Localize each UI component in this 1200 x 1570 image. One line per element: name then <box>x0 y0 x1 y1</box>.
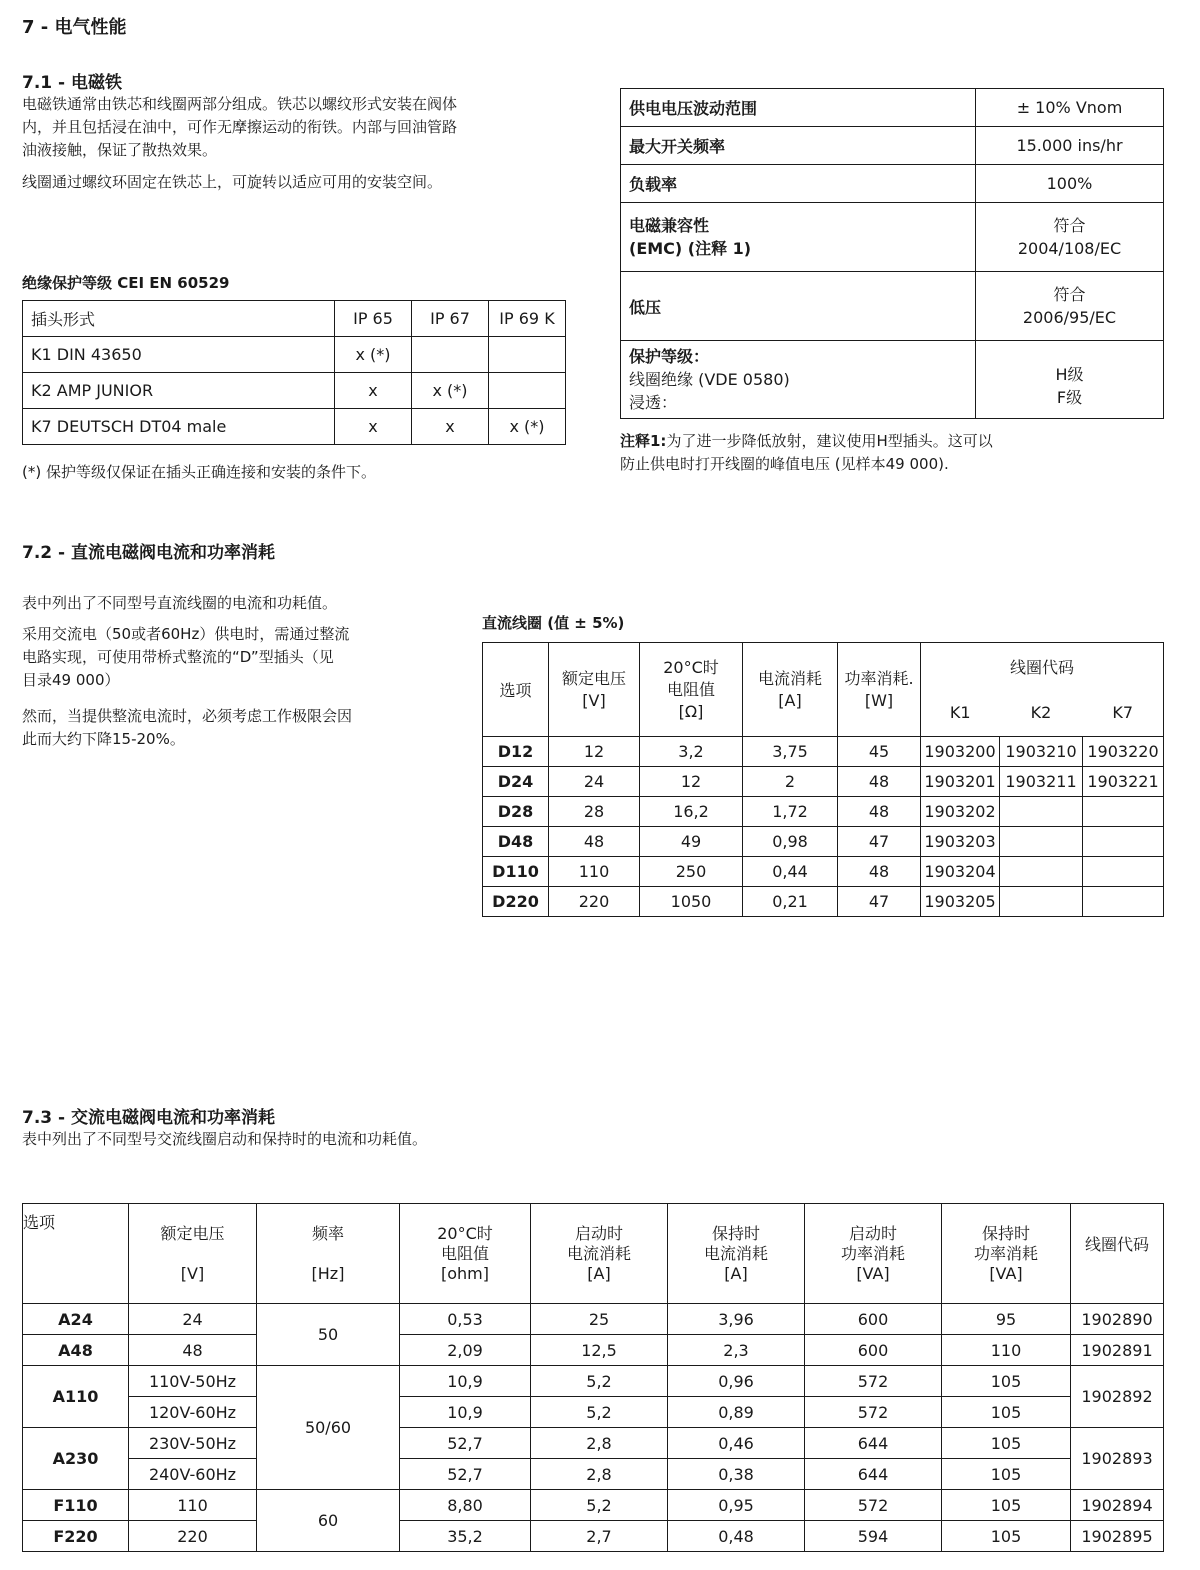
header-line: 频率 <box>311 1223 344 1243</box>
section-7-2-paragraph-3 <box>22 705 442 751</box>
dc-cell: 1,72 <box>743 797 838 827</box>
dc-cell: 24 <box>549 767 640 797</box>
dc-cell: 1903202 <box>921 797 1000 827</box>
ac-cell-start-power: 600 <box>805 1335 942 1366</box>
dc-cell <box>1083 857 1164 887</box>
table-row <box>23 1428 1164 1459</box>
spec-value-line: H级 <box>1055 364 1084 384</box>
dc-cell: 16,2 <box>640 797 743 827</box>
text-line: 电磁铁通常由铁芯和线圈两部分组成。铁芯以螺纹形式安装在阀体 <box>22 95 458 113</box>
header-line: [Hz] <box>311 1263 345 1283</box>
ac-header-voltage <box>129 1204 257 1304</box>
header-line: [A] <box>724 1263 748 1283</box>
header-line: [VA] <box>989 1263 1023 1283</box>
spec-value-line: 符合 <box>1053 216 1086 235</box>
section-7-1-heading: 7.1 - 电磁铁 <box>22 73 123 93</box>
dc-header-option: 选项 <box>483 643 549 737</box>
header-line: 保持时 <box>711 1223 760 1243</box>
dc-cell: 0,44 <box>743 857 838 887</box>
header-line: [W] <box>864 690 894 710</box>
dc-cell: D48 <box>483 827 549 857</box>
table-row <box>483 827 1164 857</box>
spec-value-line: 2004/108/EC <box>1017 239 1122 258</box>
dc-cell: 1903211 <box>1000 767 1083 797</box>
ac-cell-hold-current: 3,96 <box>668 1304 805 1335</box>
dc-cell: 0,98 <box>743 827 838 857</box>
header-line: 电流消耗 <box>566 1243 631 1263</box>
text-line: 内，并且包括浸在油中，可作无摩擦运动的衔铁。内部与回油管路 <box>22 118 458 136</box>
ac-cell-hold-current: 0,96 <box>668 1366 805 1397</box>
dc-header-code: 线圈代码 <box>921 643 1164 690</box>
table-row <box>23 1490 1164 1521</box>
prot-cell: x (*) <box>489 409 566 445</box>
note-label: 注释1: <box>620 432 667 450</box>
ac-header-code: 线圈代码 <box>1071 1204 1164 1304</box>
dc-coil-table <box>482 642 1164 917</box>
header-line: [A] <box>587 1263 611 1283</box>
ac-cell-hold-power: 105 <box>942 1428 1071 1459</box>
ac-cell-resistance: 10,9 <box>400 1366 531 1397</box>
page-title: 7 - 电气性能 <box>22 17 127 38</box>
ac-header-freq <box>257 1204 400 1304</box>
dc-table-body <box>483 737 1164 917</box>
dc-header-k2: K2 <box>1000 690 1083 737</box>
ac-cell-voltage: 48 <box>129 1335 257 1366</box>
table-row <box>621 272 1164 341</box>
dc-cell: D28 <box>483 797 549 827</box>
ac-cell-hold-power: 105 <box>942 1490 1071 1521</box>
table-row <box>23 337 566 373</box>
dc-cell <box>1000 827 1083 857</box>
ac-cell-resistance: 8,80 <box>400 1490 531 1521</box>
ac-cell-hold-power: 105 <box>942 1521 1071 1552</box>
table-row <box>23 1459 1164 1490</box>
section-7-1-paragraph-1 <box>22 93 582 162</box>
dc-cell <box>1083 887 1164 917</box>
ac-header-resistance <box>400 1204 531 1304</box>
ac-cell-hold-current: 0,38 <box>668 1459 805 1490</box>
table-row <box>23 1366 1164 1397</box>
ac-header-hold-current <box>668 1204 805 1304</box>
ac-cell-start-current: 2,8 <box>531 1459 668 1490</box>
header-line: 启动时 <box>574 1223 623 1243</box>
ac-cell-start-power: 572 <box>805 1366 942 1397</box>
section-7-3-heading: 7.3 - 交流电磁阀电流和功率消耗 <box>22 1108 276 1128</box>
text-line: 此而大约下降15-20%。 <box>22 730 185 748</box>
section-7-2-paragraph-1: 表中列出了不同型号直流线圈的电流和功耗值。 <box>22 594 338 612</box>
header-line: 电阻值 <box>666 679 715 699</box>
spec-value <box>976 203 1164 272</box>
dc-cell: 1050 <box>640 887 743 917</box>
ac-cell-resistance: 35,2 <box>400 1521 531 1552</box>
text-line: 目录49 000） <box>22 671 120 689</box>
ac-cell-voltage: 240V-60Hz <box>129 1459 257 1490</box>
protection-table <box>22 300 566 445</box>
dc-header-power <box>838 643 921 737</box>
ac-cell-resistance: 0,53 <box>400 1304 531 1335</box>
dc-cell: 2 <box>743 767 838 797</box>
ac-cell-option: A230 <box>23 1428 129 1490</box>
prot-header-ip67: IP 67 <box>412 301 489 337</box>
prot-header-ip65: IP 65 <box>335 301 412 337</box>
header-line: [ohm] <box>441 1263 489 1283</box>
dc-header-resistance <box>640 643 743 737</box>
ac-cell-hold-current: 0,46 <box>668 1428 805 1459</box>
table-row <box>23 1397 1164 1428</box>
spec-label-line: (EMC) (注释 1) <box>629 239 752 258</box>
spec-label-line: 线圈绝缘 (VDE 0580) <box>629 370 790 389</box>
spec-value <box>976 272 1164 341</box>
prot-cell <box>412 337 489 373</box>
spec-label-line: 浸透： <box>629 393 678 412</box>
ac-cell-code: 1902895 <box>1071 1521 1164 1552</box>
header-line: 电阻值 <box>440 1243 489 1263</box>
dc-cell: 48 <box>838 767 921 797</box>
ac-cell-voltage: 110V-50Hz <box>129 1366 257 1397</box>
section-7-2-heading: 7.2 - 直流电磁阀电流和功率消耗 <box>22 543 276 563</box>
prot-cell <box>489 337 566 373</box>
spec-value: 15.000 ins/hr <box>976 127 1164 165</box>
dc-cell: 48 <box>838 857 921 887</box>
spec-value: ± 10% Vnom <box>976 89 1164 127</box>
dc-cell: 1903203 <box>921 827 1000 857</box>
spec-value <box>976 341 1164 419</box>
dc-cell: 12 <box>549 737 640 767</box>
table-row <box>23 409 566 445</box>
dc-cell: 28 <box>549 797 640 827</box>
spec-table <box>620 88 1164 419</box>
table-row <box>23 1304 1164 1335</box>
ac-cell-hold-power: 110 <box>942 1335 1071 1366</box>
spec-label: 负载率 <box>621 165 976 203</box>
dc-cell: 220 <box>549 887 640 917</box>
header-line: 保持时 <box>981 1223 1030 1243</box>
ac-cell-start-power: 594 <box>805 1521 942 1552</box>
ac-cell-start-current: 25 <box>531 1304 668 1335</box>
prot-cell <box>489 373 566 409</box>
spec-label-line: 保护等级： <box>629 347 710 366</box>
prot-cell: K2 AMP JUNIOR <box>23 373 335 409</box>
ac-cell-hold-power: 105 <box>942 1397 1071 1428</box>
ac-header-start-power <box>805 1204 942 1304</box>
ac-cell-start-current: 2,7 <box>531 1521 668 1552</box>
section-7-1-paragraph-2: 线圈通过螺纹环固定在铁芯上，可旋转以适应可用的安装空间。 <box>22 173 443 191</box>
dc-header-k7: K7 <box>1083 690 1164 737</box>
spec-label: 低压 <box>621 272 976 341</box>
protection-footnote: (*) 保护等级仅保证在插头正确连接和安装的条件下。 <box>22 463 376 481</box>
ac-cell-voltage: 230V-50Hz <box>129 1428 257 1459</box>
dc-cell: 47 <box>838 887 921 917</box>
ac-cell-start-current: 5,2 <box>531 1397 668 1428</box>
ac-cell-hold-power: 95 <box>942 1304 1071 1335</box>
ac-cell-start-current: 5,2 <box>531 1490 668 1521</box>
dc-cell: 110 <box>549 857 640 887</box>
ac-cell-start-current: 2,8 <box>531 1428 668 1459</box>
ac-cell-start-current: 5,2 <box>531 1366 668 1397</box>
dc-cell: 1903220 <box>1083 737 1164 767</box>
table-row <box>483 797 1164 827</box>
dc-cell: 1903210 <box>1000 737 1083 767</box>
ac-cell-hold-power: 105 <box>942 1366 1071 1397</box>
header-line: 额定电压 <box>160 1223 225 1243</box>
header-line: 额定电压 <box>561 668 626 688</box>
ac-header-option: 选项 <box>23 1204 129 1304</box>
ac-cell-resistance: 52,7 <box>400 1428 531 1459</box>
dc-cell: 1903221 <box>1083 767 1164 797</box>
dc-cell: 1903200 <box>921 737 1000 767</box>
ac-cell-start-current: 12,5 <box>531 1335 668 1366</box>
section-7-3-paragraph: 表中列出了不同型号交流线圈启动和保持时的电流和功耗值。 <box>22 1130 428 1148</box>
ac-cell-hold-power: 105 <box>942 1459 1071 1490</box>
table-row <box>483 887 1164 917</box>
header-line: [V] <box>180 1263 205 1283</box>
ac-cell-start-power: 572 <box>805 1490 942 1521</box>
ac-cell-freq: 50 <box>257 1304 400 1366</box>
header-line: [A] <box>778 690 802 710</box>
dc-table-title: 直流线圈 (值 ± 5%) <box>482 614 625 632</box>
dc-cell <box>1000 857 1083 887</box>
table-row <box>23 1521 1164 1552</box>
dc-cell <box>1083 797 1164 827</box>
ac-coil-table <box>22 1203 1164 1552</box>
text-line: 电路实现，可使用带桥式整流的“D”型插头（见 <box>22 648 334 666</box>
text-line: 采用交流电（50或者60Hz）供电时，需通过整流 <box>22 625 350 643</box>
table-row <box>621 165 1164 203</box>
note-text: 为了进一步降低放射，建议使用H型插头。这可以 <box>666 432 993 450</box>
spec-note <box>620 430 1180 476</box>
table-row <box>23 1335 1164 1366</box>
header-line: [Ω] <box>678 701 704 721</box>
header-line: [VA] <box>856 1263 890 1283</box>
protection-heading: 绝缘保护等级 CEI EN 60529 <box>22 274 230 292</box>
ac-cell-voltage: 220 <box>129 1521 257 1552</box>
ac-cell-hold-current: 0,95 <box>668 1490 805 1521</box>
ac-cell-hold-current: 2,3 <box>668 1335 805 1366</box>
dc-cell: 250 <box>640 857 743 887</box>
header-line: 功率消耗. <box>844 668 914 688</box>
header-line: 电流消耗 <box>703 1243 768 1263</box>
note-text: 防止供电时打开线圈的峰值电压 (见样本49 000). <box>620 455 949 473</box>
dc-cell: D24 <box>483 767 549 797</box>
ac-header-start-current <box>531 1204 668 1304</box>
ac-cell-option: A48 <box>23 1335 129 1366</box>
table-row <box>621 341 1164 419</box>
text-line: 油液接触，保证了散热效果。 <box>22 141 218 159</box>
dc-cell: 49 <box>640 827 743 857</box>
table-row <box>23 373 566 409</box>
dc-cell: 1903201 <box>921 767 1000 797</box>
prot-cell: K1 DIN 43650 <box>23 337 335 373</box>
prot-cell: x (*) <box>335 337 412 373</box>
dc-cell: 1903204 <box>921 857 1000 887</box>
spec-value-line: 符合 <box>1053 285 1086 304</box>
header-line: 电流消耗 <box>757 668 822 688</box>
dc-cell: 12 <box>640 767 743 797</box>
ac-cell-code: 1902892 <box>1071 1366 1164 1428</box>
text-line: 然而，当提供整流电流时，必须考虑工作极限会因 <box>22 707 353 725</box>
spec-label-line: 电磁兼容性 <box>629 216 710 235</box>
ac-cell-start-power: 644 <box>805 1459 942 1490</box>
spec-value-line: 2006/95/EC <box>1022 308 1117 327</box>
table-row <box>483 857 1164 887</box>
dc-header-k1: K1 <box>921 690 1000 737</box>
dc-cell <box>1000 887 1083 917</box>
dc-cell <box>1083 827 1164 857</box>
header-line: 功率消耗 <box>973 1243 1038 1263</box>
ac-cell-option: F110 <box>23 1490 129 1521</box>
ac-cell-option: A110 <box>23 1366 129 1428</box>
dc-cell: D220 <box>483 887 549 917</box>
ac-cell-resistance: 2,09 <box>400 1335 531 1366</box>
dc-cell: 48 <box>838 797 921 827</box>
dc-cell: 1903205 <box>921 887 1000 917</box>
dc-cell: 3,75 <box>743 737 838 767</box>
ac-cell-freq: 50/60 <box>257 1366 400 1490</box>
dc-header-current <box>743 643 838 737</box>
dc-cell: 0,21 <box>743 887 838 917</box>
dc-cell: 47 <box>838 827 921 857</box>
ac-cell-code: 1902890 <box>1071 1304 1164 1335</box>
section-7-2-paragraph-2 <box>22 623 442 692</box>
dc-cell <box>1000 797 1083 827</box>
prot-cell: K7 DEUTSCH DT04 male <box>23 409 335 445</box>
ac-cell-option: A24 <box>23 1304 129 1335</box>
ac-cell-start-power: 644 <box>805 1428 942 1459</box>
spec-value-line: F级 <box>1056 387 1083 407</box>
ac-cell-voltage: 110 <box>129 1490 257 1521</box>
spec-value: 100% <box>976 165 1164 203</box>
prot-cell: x <box>412 409 489 445</box>
spec-label <box>621 341 976 419</box>
prot-header-connector: 插头形式 <box>23 301 335 337</box>
ac-cell-code: 1902893 <box>1071 1428 1164 1490</box>
spec-label: 最大开关频率 <box>621 127 976 165</box>
prot-header-ip69k: IP 69 K <box>489 301 566 337</box>
dc-cell: 3,2 <box>640 737 743 767</box>
header-line: [V] <box>582 690 606 710</box>
ac-cell-voltage: 24 <box>129 1304 257 1335</box>
header-line: 20°C时 <box>437 1223 493 1243</box>
table-row <box>483 737 1164 767</box>
table-row <box>621 89 1164 127</box>
prot-cell: x <box>335 373 412 409</box>
ac-cell-start-power: 600 <box>805 1304 942 1335</box>
ac-cell-code: 1902894 <box>1071 1490 1164 1521</box>
dc-cell: D110 <box>483 857 549 887</box>
spec-label <box>621 203 976 272</box>
dc-header-voltage <box>549 643 640 737</box>
header-line: 功率消耗 <box>840 1243 905 1263</box>
table-row <box>483 767 1164 797</box>
ac-cell-hold-current: 0,48 <box>668 1521 805 1552</box>
ac-cell-freq: 60 <box>257 1490 400 1552</box>
table-row <box>621 127 1164 165</box>
ac-cell-code: 1902891 <box>1071 1335 1164 1366</box>
header-line: 20°C时 <box>663 657 719 677</box>
ac-cell-resistance: 10,9 <box>400 1397 531 1428</box>
ac-cell-start-power: 572 <box>805 1397 942 1428</box>
ac-cell-voltage: 120V-60Hz <box>129 1397 257 1428</box>
table-row <box>621 203 1164 272</box>
dc-cell: 48 <box>549 827 640 857</box>
dc-cell: D12 <box>483 737 549 767</box>
ac-cell-resistance: 52,7 <box>400 1459 531 1490</box>
dc-cell: 45 <box>838 737 921 767</box>
prot-cell: x <box>335 409 412 445</box>
spec-label: 供电电压波动范围 <box>621 89 976 127</box>
ac-cell-option: F220 <box>23 1521 129 1552</box>
header-line: 启动时 <box>848 1223 897 1243</box>
ac-header-hold-power <box>942 1204 1071 1304</box>
prot-cell: x (*) <box>412 373 489 409</box>
ac-cell-hold-current: 0,89 <box>668 1397 805 1428</box>
